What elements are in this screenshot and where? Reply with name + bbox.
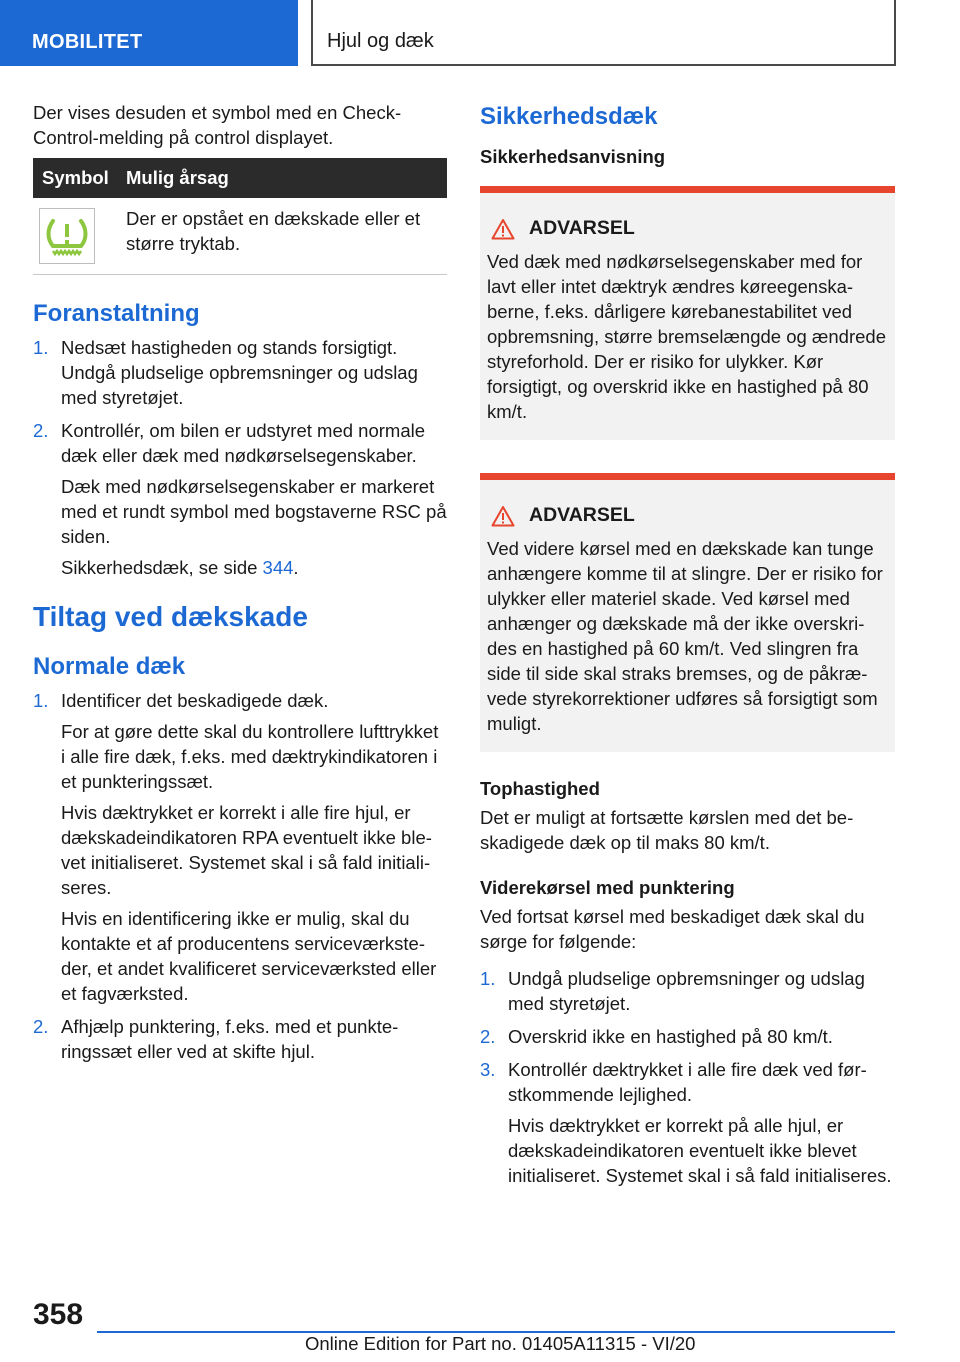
list-subtext: For at gøre dette skal du kontrollere lufttrykket i alle fire dæk, f.eks. med dæktrykindikatoren i et punkteringssæt. [61,721,439,792]
section-tab[interactable]: MOBILITET [0,0,298,66]
list-item [480,1024,895,1049]
normal-tires-list [33,688,447,1064]
list-text: Nedsæt hastigheden og stands forsigtigt. Undgå pludselige opbremsninger og udslag med styretøjet. [61,337,418,408]
list-text: Kontrollér, om bilen er udstyret med normale dæk eller dæk med nødkørselsegenskaber. [61,420,426,466]
edition-text: Online Edition for Part no. 01405A11315 - VI/20 [305,1333,696,1354]
warning-triangle-icon [491,505,515,527]
intro-text: Der vises desuden et symbol med en Check-Control-melding på control displayet. [33,102,402,148]
warning-text: Ved videre kørsel med en dækskade kan tunge anhængere komme til at slingre. Der er risiko for ulykker eller materiel skade. Ved kørsel med anhænger og dækskade må der ikke overskrides en hastighed på 60 km/t. Ved slingren fra side til side skal straks bremses, og de påkrævede styrekorrektioner udføres så forsigtigt som muligt. [487,538,883,734]
list-text: Identificer det beskadigede dæk. [61,690,329,711]
reference-suffix: . [293,557,299,578]
list-text: Overskrid ikke en hastighed på 80 km/t. [508,1026,833,1047]
warning-box [480,473,895,752]
list-subtext: Dæk med nødkørselsegenskaber er markeret med et rundt symbol med bogstaverne RSC på siden. [61,476,447,547]
list-item [33,1014,447,1064]
list-number: 2. [480,1026,496,1047]
left-column [33,100,447,1064]
warning-box [480,186,895,440]
chapter-tab[interactable]: Hjul og dæk [311,0,896,66]
table-cell-cause: Der er opstået en dækskade eller et større tryktab. [126,198,447,275]
list-text: Afhjælp punktering, f.eks. med et punkteringssæt eller ved at skifte hjul. [61,1016,399,1062]
safety-notice-heading: Sikkerhedsanvisning [480,146,666,167]
measures-list [33,335,447,580]
list-item [480,1057,895,1188]
reference-text: Sikkerhedsdæk, se side [61,557,263,578]
table-header-cause: Mulig årsag [126,158,447,198]
warning-title [487,504,887,527]
continue-heading: Viderekørsel med punktering [480,877,735,898]
page-number: 358 [33,1298,84,1331]
list-number: 2. [33,420,49,441]
symbol-table [33,158,447,275]
list-subtext: Hvis dæktrykket er korrekt på alle hjul, er dækskadeindikatoren eventuelt ikke blevet initialiseret. Systemet skal i så fald initialiseres. [508,1115,892,1186]
list-subtext: Hvis en identificering ikke er mulig, skal du kontakte et af producentens serviceværksteder, et andet kvalificeret serviceværksted eller et fagværksted. [61,908,437,1004]
list-number: 1. [33,337,49,358]
warning-title-text: ADVARSEL [529,217,635,239]
page-link[interactable]: 344 [262,557,294,578]
normal-tires-heading: Normale dæk [33,653,186,680]
safety-tires-heading: Sikkerhedsdæk [480,103,658,130]
list-number: 2. [33,1016,49,1037]
continue-list [480,966,895,1188]
tire-pressure-warning-icon [39,208,95,264]
list-subtext-reference [61,555,447,580]
list-item [33,335,447,410]
list-item [480,966,895,1016]
list-text: Undgå pludselige opbremsninger og udslag med styretøjet. [508,968,865,1014]
list-item [33,688,447,1006]
warning-title [487,217,887,240]
page-header [0,0,960,66]
warning-triangle-icon [491,218,515,240]
table-row [33,198,447,275]
list-subtext: Hvis dæktrykket er korrekt i alle fire hjul, er dækskadeindikatoren RPA eventuelt ikke blevet initialiseret. Systemet skal i så fald initialiseres. [61,802,432,898]
top-speed-text: Det er muligt at fortsætte kørslen med det beskadigede dæk op til maks 80 km/t. [480,807,854,853]
warning-title-text: ADVARSEL [529,504,635,526]
warning-text: Ved dæk med nødkørselsegenskaber med for lavt eller intet dæktryk ændres køreegenskaberne, f.eks. dårligere kørebanestabilitet ved opbremsning, større bremselængde og ændrede styreforhold. Der er risiko for ulykker. Kør forsigtigt, og overskrid ikke en hastighed på 80 km/t. [487,251,886,422]
list-number: 1. [33,690,49,711]
measures-heading: Foranstaltning [33,300,200,327]
continue-text: Ved fortsat kørsel med beskadiget dæk skal du sørge for følgende: [480,906,865,952]
list-number: 3. [480,1059,496,1080]
list-item [33,418,447,580]
list-text: Kontrollér dæktrykket i alle fire dæk ved førstkommende lejlighed. [508,1059,867,1105]
top-speed-heading: Tophastighed [480,778,600,799]
damage-heading: Tiltag ved dækskade [33,601,308,632]
table-header-symbol: Symbol [33,158,126,198]
right-column [480,100,895,1188]
list-number: 1. [480,968,496,989]
